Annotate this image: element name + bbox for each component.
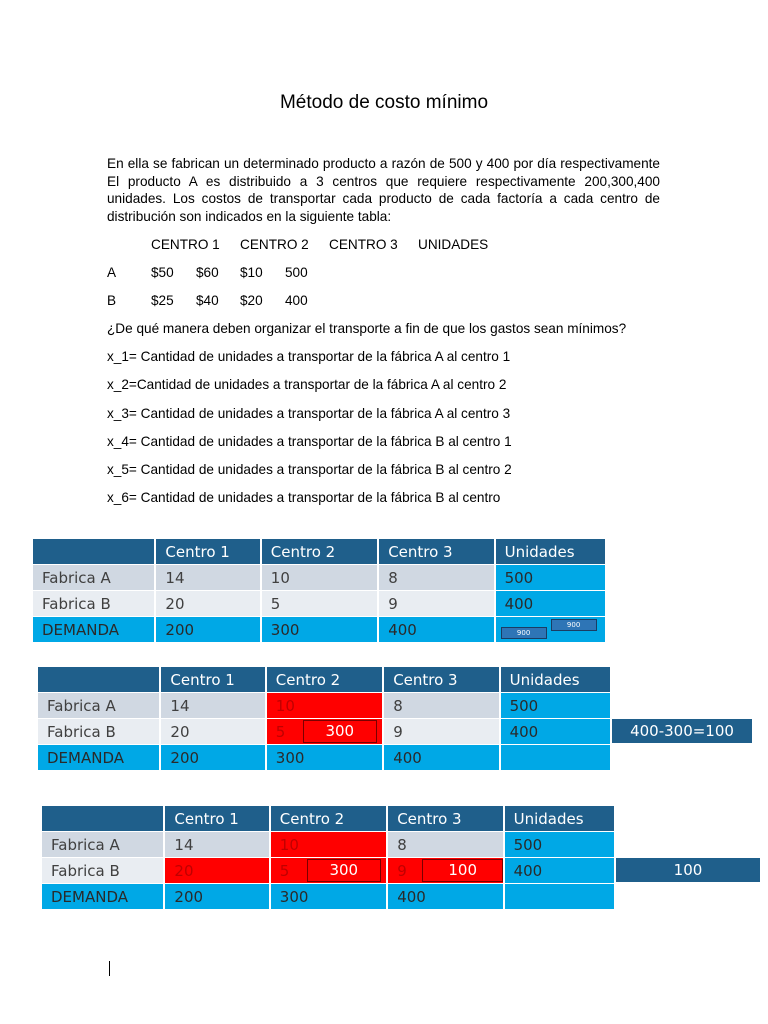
variable-definition: x_5= Cantidad de unidades a transportar de la fábrica B al centro 2: [107, 462, 512, 477]
document-title: Método de costo mínimo: [279, 92, 489, 113]
table-header: Unidades: [504, 806, 615, 832]
table-header: Centro 1: [160, 667, 265, 693]
row-label: DEMANDA: [33, 617, 155, 643]
total-box: 900: [501, 627, 547, 639]
remaining-calculation: 400-300=100: [612, 719, 752, 743]
table-header: Centro 2: [270, 806, 387, 832]
remaining-value: 100: [616, 858, 760, 882]
cost-header-4: UNIDADES: [418, 237, 489, 252]
table-header-corner: [33, 539, 155, 565]
row-label: Fabrica A: [33, 565, 155, 591]
table-cell-totals: [495, 617, 606, 643]
table-cell: 20: [160, 719, 265, 745]
transport-table-1: [33, 539, 607, 643]
table-header: Centro 1: [155, 539, 260, 565]
cost-cell: $40: [196, 293, 219, 308]
table-cell: 14: [155, 565, 260, 591]
table-cell: 400: [504, 858, 615, 884]
table-header: Unidades: [495, 539, 606, 565]
text-cursor[interactable]: [109, 961, 110, 976]
table-cell: 9: [383, 719, 499, 745]
allocation-box: 300: [307, 859, 381, 882]
table-cell: 8: [387, 832, 503, 858]
question-text: ¿De qué manera deben organizar el transporte a fin de que los gastos sean mínimos?: [107, 321, 627, 336]
total-box: 900: [551, 619, 597, 631]
table-header: Centro 1: [164, 806, 269, 832]
variable-definition: x_1= Cantidad de unidades a transportar de la fábrica A al centro 1: [107, 349, 511, 364]
table-header: Centro 3: [378, 539, 494, 565]
table-cell: 300: [270, 884, 387, 910]
table-cell: 10: [261, 565, 378, 591]
table-cell: 200: [155, 617, 260, 643]
table-cell-highlighted: 10: [266, 693, 383, 719]
table-cell: 400: [495, 591, 606, 617]
table-cell: 8: [378, 565, 494, 591]
cost-row-label: A: [107, 265, 117, 280]
cost-cell: $25: [151, 293, 174, 308]
cost-row-label: B: [107, 293, 117, 308]
table-cell: 400: [383, 745, 499, 771]
variable-definition: x_4= Cantidad de unidades a transportar de la fábrica B al centro 1: [107, 434, 512, 449]
cost-header-1: CENTRO 1: [151, 237, 220, 252]
table-cell: 8: [383, 693, 499, 719]
transport-table-2: [38, 667, 612, 771]
table-cell: 14: [160, 693, 265, 719]
table-cell: 200: [164, 884, 269, 910]
table-header: Unidades: [500, 667, 611, 693]
table-cell-highlighted: [266, 719, 383, 745]
table-cell: 14: [164, 832, 269, 858]
table-header: Centro 3: [387, 806, 503, 832]
cost-cell: $10: [240, 265, 263, 280]
table-cell-highlighted: 20: [164, 858, 269, 884]
variable-definition: x_6= Cantidad de unidades a transportar de la fábrica B al centro: [107, 490, 501, 505]
cost-cell: $50: [151, 265, 174, 280]
table-cell: 300: [261, 617, 378, 643]
table-cell: 5: [261, 591, 378, 617]
allocation-box: 300: [303, 720, 377, 743]
table-cell: 20: [155, 591, 260, 617]
row-label: Fabrica B: [33, 591, 155, 617]
row-label: DEMANDA: [42, 884, 164, 910]
table-header-corner: [42, 806, 164, 832]
row-label: Fabrica B: [38, 719, 160, 745]
cost-header-3: CENTRO 3: [329, 237, 398, 252]
table-cell: 400: [387, 884, 503, 910]
table-cell: 400: [500, 719, 611, 745]
table-header: Centro 3: [383, 667, 499, 693]
table-cell: 500: [495, 565, 606, 591]
cost-value: 5: [275, 722, 286, 741]
cost-cell: 500: [285, 265, 308, 280]
table-cell: 300: [266, 745, 383, 771]
table-cell: [500, 745, 611, 771]
table-cell: 400: [378, 617, 494, 643]
cost-value: 9: [397, 861, 407, 880]
table-header-corner: [38, 667, 160, 693]
row-label: Fabrica A: [42, 832, 164, 858]
table-cell: 200: [160, 745, 265, 771]
table-header: Centro 2: [266, 667, 383, 693]
cost-value: 5: [279, 861, 290, 880]
allocation-box: 100: [422, 859, 503, 882]
variable-definition: x_2=Cantidad de unidades a transportar de la fábrica A al centro 2: [107, 377, 507, 392]
row-label: Fabrica A: [38, 693, 160, 719]
table-cell: [504, 884, 615, 910]
table-header: Centro 2: [261, 539, 378, 565]
table-cell-highlighted: 10: [270, 832, 387, 858]
cost-cell: 400: [285, 293, 308, 308]
table-cell: 500: [504, 832, 615, 858]
table-cell: 9: [378, 591, 494, 617]
variable-definition: x_3= Cantidad de unidades a transportar de la fábrica A al centro 3: [107, 406, 511, 421]
row-label: DEMANDA: [38, 745, 160, 771]
transport-table-3: [42, 806, 616, 910]
table-cell-highlighted: [270, 858, 387, 884]
table-cell: 500: [500, 693, 611, 719]
intro-paragraph: En ella se fabrican un determinado producto a razón de 500 y 400 por día respectivamente El producto A es distribuido a 3 centros que requiere respectivamente 200,300,400 unidades. Los costos de transportar cada producto de cada factoría a cada centro de distribución son indicados en la siguiente tabla:: [107, 156, 660, 224]
table-cell-highlighted: [387, 858, 503, 884]
cost-cell: $60: [196, 265, 219, 280]
row-label: Fabrica B: [42, 858, 164, 884]
cost-header-2: CENTRO 2: [240, 237, 309, 252]
cost-cell: $20: [240, 293, 263, 308]
